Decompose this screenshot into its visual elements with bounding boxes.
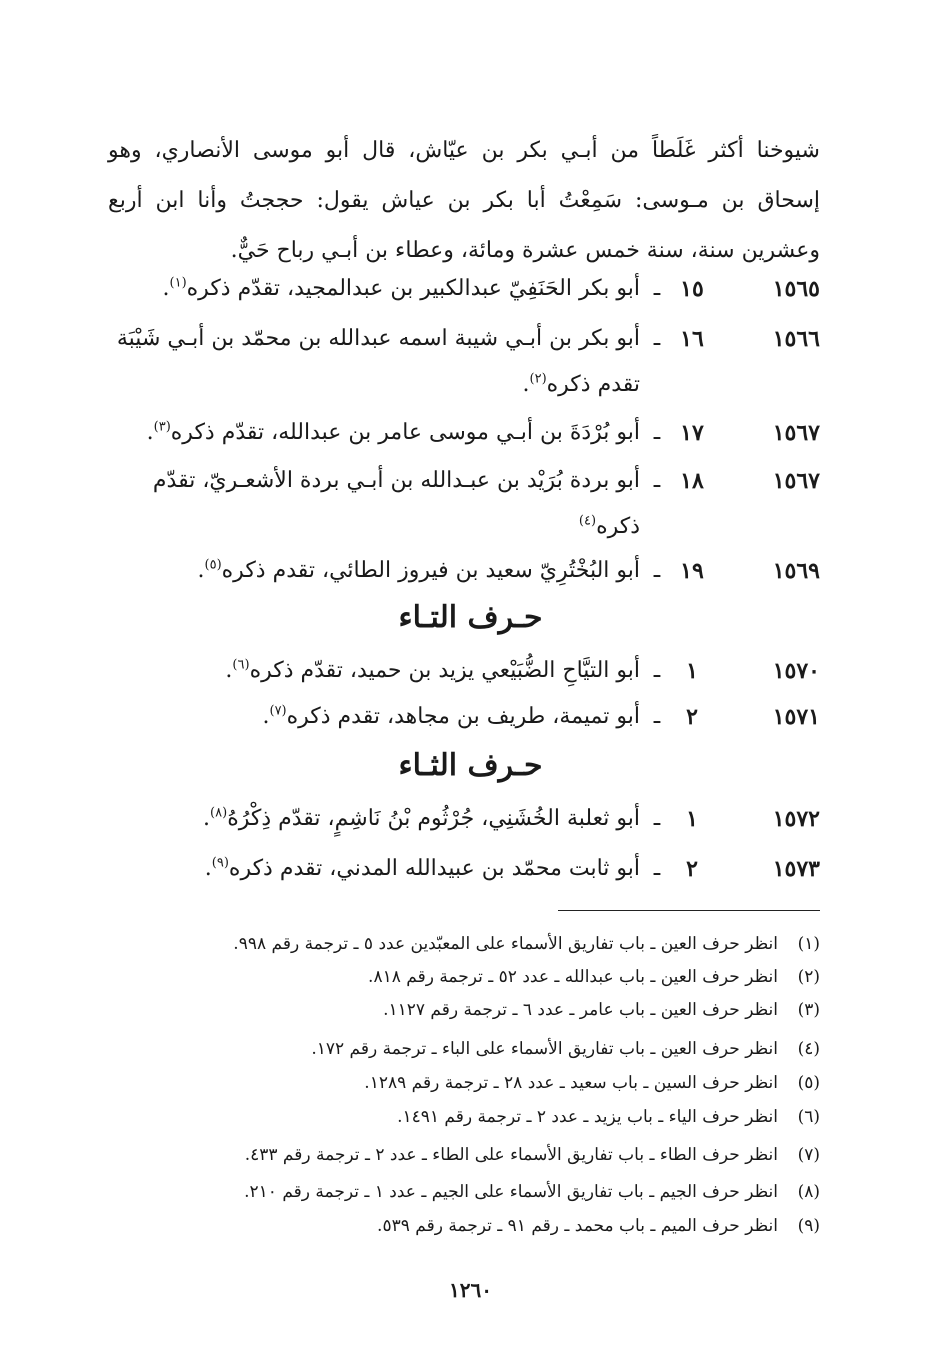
footnote-ref: (٩) [211, 855, 229, 871]
footnote-ref: (٤) [578, 513, 597, 529]
entry-end: . [204, 856, 212, 881]
footnote-text: انظر حرف العين ـ باب تفاريق الأسماء على الباء ـ ترجمة رقم ١٧٢. [311, 1039, 778, 1059]
entry-text [262, 694, 640, 740]
entry-end: . [522, 372, 530, 397]
entry-number: ١٥٦٥ [772, 276, 820, 302]
entry-text [225, 648, 640, 694]
footnote-ref: (١) [169, 275, 187, 291]
entry-subnumber: ٢ [686, 704, 698, 730]
footnote-ref: (٧) [269, 703, 287, 719]
entry-end: . [225, 658, 233, 683]
entry-dash: ـ [653, 276, 661, 301]
entry-end: . [203, 806, 211, 831]
entry-subnumber: ١٨ [680, 468, 704, 494]
entry-dash: ـ [653, 704, 661, 729]
footnote-number: (١) [797, 934, 820, 954]
entry-subnumber: ١٧ [680, 420, 704, 446]
entry-number: ١٥٦٦ [772, 326, 820, 352]
entry-dash: ـ [653, 856, 661, 881]
entry-number: ١٥٦٧ [772, 468, 820, 494]
entry-continuation [579, 504, 640, 550]
footnote-text: انظر حرف الجيم ـ باب تفاريق الأسماء على الجيم ـ عدد ١ ـ ترجمة رقم ٢١٠. [244, 1182, 778, 1202]
entry-text [108, 548, 640, 594]
entry-text-body: أبو ثعلبة الخُشَنِي، جُرْثُوم بْنُ نَاشِمٍ، تقدّم ذِكْرُهُ [227, 806, 640, 831]
entry-text-body: أبو تميمة، طريف بن مجاهد، تقدم ذكره [286, 704, 640, 729]
entry-subnumber: ١ [686, 658, 698, 684]
footnote-number: (٣) [797, 1000, 820, 1020]
entry-text: أبو بردة بُرَيْد بن عبـدالله بن أبـي بردة الأشعـريّ، تقدّم [152, 468, 640, 493]
footnote-text: انظر حرف الياء ـ باب يزيد ـ عدد ٢ ـ ترجمة رقم ١٤٩١. [397, 1107, 778, 1127]
footnote-ref: (٨) [210, 805, 228, 821]
footnote-number: (٦) [797, 1107, 820, 1127]
intro-paragraph [108, 126, 820, 276]
entry-dash: ـ [653, 468, 661, 493]
entry-text-body: أبو بُرْدَةَ بن أبـي موسى عامر بن عبدالله، تقدّم ذكره [170, 420, 640, 445]
entry-subnumber: ٢ [686, 856, 698, 882]
footnote-ref: (٣) [153, 419, 171, 435]
entry-text: أبو بكر بن أبـي شيبة اسمه عبدالله بن محمّد بن أبـي شَيْبَة [116, 326, 640, 351]
entry-text [108, 410, 640, 456]
entry-dash: ـ [653, 420, 661, 445]
footnote-number: (٧) [797, 1145, 820, 1165]
entry-continuation [523, 362, 641, 408]
entry-text-body: أبو ثابت محمّد بن عبيدالله المدني، تقدم ذكره [228, 856, 640, 881]
entry-subnumber: ١ [686, 806, 698, 832]
entry-number: ١٥٧٢ [772, 806, 820, 832]
entry-number: ١٥٧٠ [772, 658, 820, 684]
entry-dash: ـ [653, 658, 661, 683]
entry-end: . [197, 558, 205, 583]
footnote-ref: (٥) [204, 557, 222, 573]
section-heading-tha: حـرف الثـاء [398, 748, 543, 783]
footnote-number: (٨) [797, 1182, 820, 1202]
footnote-separator [558, 910, 820, 911]
entry-dash: ـ [653, 806, 661, 831]
entry-end: . [162, 276, 170, 301]
entry-text-body: أبو البُخْتُرِيّ سعيد بن فيروز الطائي، تقدم ذكره [221, 558, 640, 583]
footnote-text: انظر حرف العين ـ باب تفاريق الأسماء على المعبّدين عدد ٥ ـ ترجمة رقم ٩٩٨. [233, 934, 778, 954]
entry-text-body: أبو بكر الحَنَفِيّ عبدالكبير بن عبدالمجيد، تقدّم ذكره [186, 276, 640, 301]
footnote-text: انظر حرف السين ـ باب سعيد ـ عدد ٢٨ ـ ترجمة رقم ١٢٨٩. [364, 1073, 778, 1093]
entry-end: . [262, 704, 270, 729]
page-number: ١٢٦٠ [449, 1278, 492, 1302]
entry-number: ١٥٦٩ [772, 558, 820, 584]
entry-subnumber: ١٦ [680, 326, 704, 352]
entry-number: ١٥٦٧ [772, 420, 820, 446]
entry-text-body: أبو التيَّاحِ الضُّبَيْعي يزيد بن حميد، تقدّم ذكره [249, 658, 640, 683]
footnote-ref: (٦) [232, 657, 250, 673]
footnote-number: (٩) [797, 1216, 820, 1236]
footnote-text: انظر حرف الميم ـ باب محمد ـ رقم ٩١ ـ ترجمة رقم ٥٣٩. [377, 1216, 778, 1236]
entry-number: ١٥٧١ [772, 704, 820, 730]
footnote-number: (٢) [797, 967, 820, 987]
entry-end: . [146, 420, 154, 445]
entry-continuation-body: تقدم ذكره [546, 372, 640, 397]
entry-number: ١٥٧٣ [772, 856, 820, 882]
entry-continuation-body: ذكره [596, 514, 640, 539]
footnote-number: (٤) [797, 1039, 820, 1059]
intro-line: إسحاق بن مـوسى: سَمِعْتُ أبا بكر بن عياش يقول: حججتُ وأنا ابن أربع [108, 188, 820, 213]
section-heading-ta: حـرف التـاء [398, 600, 543, 635]
entry-text [203, 796, 640, 842]
footnote-text: انظر حرف العين ـ باب عامر ـ عدد ٦ ـ ترجمة رقم ١١٢٧. [383, 1000, 778, 1020]
entry-text [108, 266, 640, 312]
footnote-text: انظر حرف الطاء ـ باب تفاريق الأسماء على الطاء ـ عدد ٢ ـ ترجمة رقم ٤٣٣. [244, 1145, 778, 1165]
entry-subnumber: ١٥ [680, 276, 704, 302]
footnote-ref: (٢) [529, 371, 547, 387]
intro-line: وعشرين سنة، سنة خمس عشرة ومائة، وعطاء بن أبـي رباح حَيٌّ. [230, 238, 820, 263]
entry-dash: ـ [653, 326, 661, 351]
footnote-text: انظر حرف العين ـ باب عبدالله ـ عدد ٥٢ ـ ترجمة رقم ٨١٨. [368, 967, 778, 987]
intro-line: شيوخنا أكثر غَلَطاً من أبـي بكر بن عيّاش، قال أبو موسى الأنصاري، وهو [108, 138, 820, 163]
entry-subnumber: ١٩ [680, 558, 704, 584]
entry-dash: ـ [653, 558, 661, 583]
entry-text [205, 846, 640, 892]
footnote-number: (٥) [797, 1073, 820, 1093]
